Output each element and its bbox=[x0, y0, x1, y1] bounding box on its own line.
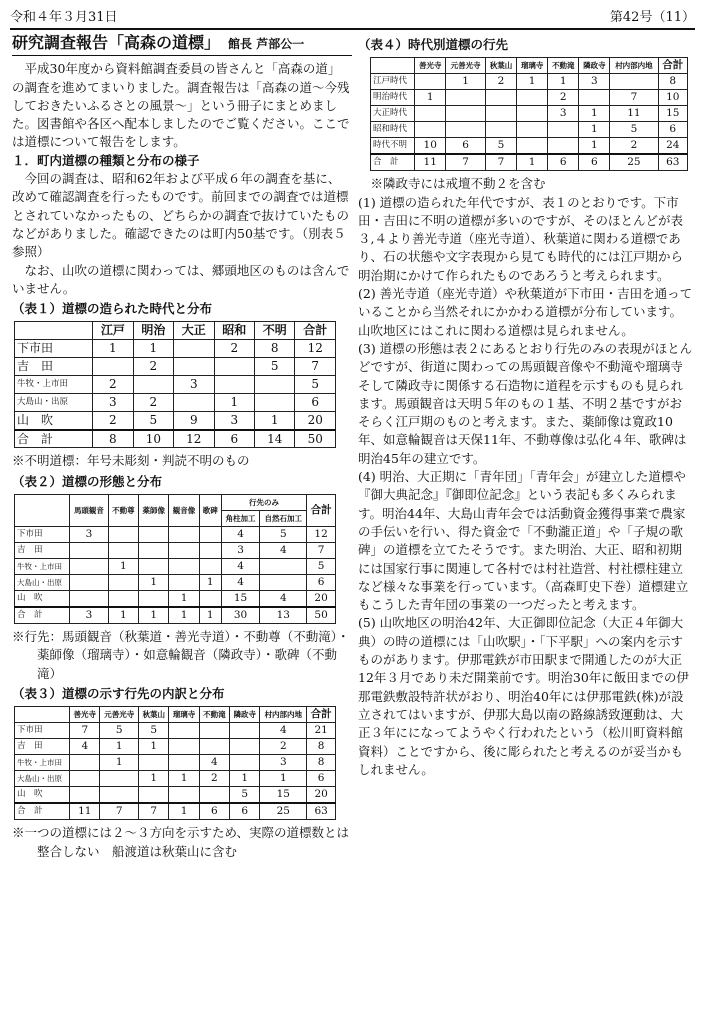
body-paragraph: (1) 道標の造られた年代ですが、表１のとおりです。下市田・吉田に不明の道標が多いのですが、そのほとんどが表３,４より善光寺道（座光寺道）、秋葉道に関わる道標であり、石の状態や文字表現から見ても時代的には江戸期から明治期にかけて作られたものであろうと考えられます。 bbox=[358, 194, 684, 283]
table1: 江戸 明治 大正 昭和 不明 合計 下市田 1 1 2 8 12 吉 田 2 5 7 牛牧・上市田 2 3 5 大島山・出原 3 2 1 6 山 吹 2 5 9 3 1 20 合 計 8 10 12 6 14 50 bbox=[14, 321, 336, 448]
right-column bbox=[358, 34, 694, 779]
table-row: 大島山・出原 1 1 4 6 bbox=[15, 575, 336, 591]
table-row: 下市田 1 1 2 8 12 bbox=[15, 340, 336, 358]
body-paragraph: (4) 明治、大正期に「青年団」「青年会」が建立した道標や『御大典記念』『御即位記念』という表記も多くみられます。明治44年、大島山青年会では活動資金獲得事業で農家の手伝いを行い、得た資金で「不動瀧正道」や「子規の歌碑」の道標を立てたそうです。また明治、大正、昭和初期には国家行事に関連して各村では村社造営、村社標柱建立など様々な事業を行っています。（高森町史下巻）道標建立もこうした青年団の事業の一つだったと考えます。 bbox=[358, 469, 689, 613]
table-row: 合 計 3 1 1 1 1 30 13 50 bbox=[15, 607, 336, 624]
issue-date: 令和４年３月31日 bbox=[10, 10, 118, 25]
table-row: 昭和時代 1 5 6 bbox=[371, 122, 688, 138]
table4-note: ※隣政寺には戒壇不動２を含む bbox=[370, 176, 546, 192]
section-paragraph: なお、山吹の道標に関わっては、郷頭地区のものは含んでいません。 bbox=[12, 262, 350, 296]
table1-caption: （表１）道標の造られた時代と分布 bbox=[12, 301, 213, 317]
table4: 善光寺 元善光寺 秋葉山 瑠璃寺 不動滝 隣政寺 村内部内地 合計 江戸時代 1 2 1 1 3 8 明治時代 1 2 7 10 大正時代 3 1 11 15 昭和時代 1 5 6 時代不明 10 6 5 1 2 24 合 計 11 7 7 1 6 6 25 63 bbox=[370, 57, 688, 171]
article-title-block bbox=[12, 34, 352, 56]
header-rule bbox=[10, 28, 695, 30]
body-paragraph: (2) 善光寺道（座光寺道）や秋葉道が下市田・吉田を通っていることから当然それにかかわる道標が分布しています。山吹地区にはこれに関わる道標は見られません。 bbox=[358, 286, 693, 338]
table3-caption: （表３）道標の示す行先の内訳と分布 bbox=[12, 685, 225, 701]
section-heading: １．町内道標の種類と分布の様子 bbox=[12, 152, 200, 168]
left-column bbox=[12, 34, 352, 861]
table-row: 牛牧・上市田 2 3 5 bbox=[15, 376, 336, 394]
table-row: 吉 田 4 1 1 2 8 bbox=[15, 739, 336, 755]
table-row: 吉 田 2 5 7 bbox=[15, 358, 336, 376]
article-author: 館長 芦部公一 bbox=[228, 37, 305, 51]
table2-caption: （表２）道標の形態と分布 bbox=[12, 473, 163, 489]
article-title: 研究調査報告「高森の道標」 bbox=[12, 33, 221, 52]
table-row: 下市田 7 5 5 4 21 bbox=[15, 723, 336, 739]
table-row: 大島山・出原 1 1 2 1 1 6 bbox=[15, 771, 336, 787]
intro-paragraph: 平成30年度から資料館調査委員の皆さんと「高森の道」の調査を進めてまいりました。調査報告は「高森の道～今残しておきたいふるさとの風景～」という冊子にまとめました。図書館や各区へ配本しましたのでご覧ください。ここでは道標について報告をします。 bbox=[12, 61, 350, 150]
body-paragraph: (3) 道標の形態は表２にあるとおり行先のみの表現がほとんどですが、街道に関わっての馬頭観音像や不動滝や瑠璃寺そして隣政寺に関係する石造物に道程を示すものも見られます。馬頭観音は天明５年のもの１基、不明２基ですがおそらく江戸期のものと考えます。また、薬師像は寛政10年、如意輪観音は天保11年、不動尊像は弘化４年、歌碑は明治45年の建立です。 bbox=[358, 340, 693, 466]
table-row: 合 計 11 7 7 1 6 6 25 63 bbox=[15, 803, 336, 820]
table-row: 牛牧・上市田 1 4 5 bbox=[15, 559, 336, 575]
table-row: 大正時代 3 1 11 15 bbox=[371, 106, 688, 122]
table-row: 山 吹 2 5 9 3 1 20 bbox=[15, 412, 336, 430]
table-row: 山 吹 5 15 20 bbox=[15, 787, 336, 804]
table-row: 下市田 3 4 5 12 bbox=[15, 527, 336, 543]
table-row: 合 計 11 7 7 1 6 6 25 63 bbox=[371, 154, 688, 171]
table-row: 大島山・出原 3 2 1 6 bbox=[15, 394, 336, 412]
table-row: 吉 田 3 4 7 bbox=[15, 543, 336, 559]
table-row: 江戸時代 1 2 1 1 3 8 bbox=[371, 74, 688, 90]
table2-note: ※行先：馬頭観音（秋葉道・善光寺道）・不動尊（不動滝）・薬師像（瑠璃寺）・如意輪観音（隣政寺）・歌碑（不動滝） bbox=[12, 629, 350, 681]
table1-note: ※不明道標：年号未彫刻・判読不明のもの bbox=[12, 453, 250, 469]
body-paragraph: (5) 山吹地区の明治42年、大正御即位記念（大正４年御大典）の時の道標には「山吹駅」・「下平駅」への案内を示すものがあります。伊那電鉄が市田駅まで開通したのが大正12年３月であり未だ開業前です。明治30年に飯田までの伊那電鉄敷設特許状がおり、明治40年には伊那電鉄(株)が設立されてはいますが、伊那大島以南の路線誘致運動は、大正３年にになってようやく行われたという（松川町資料館資料）ことですから、後に彫られたと考えるのが妥当かもしれません。 bbox=[358, 615, 689, 777]
table-row: 時代不明 10 6 5 1 2 24 bbox=[371, 138, 688, 155]
table3-note: ※一つの道標には２～３方向を示すため、実際の道標数とは整合しない 船渡道は秋葉山に含む bbox=[12, 825, 350, 859]
table-row: 山 吹 1 15 4 20 bbox=[15, 591, 336, 608]
table-row: 牛牧・上市田 1 4 3 8 bbox=[15, 755, 336, 771]
table3: 善光寺 元善光寺 秋葉山 瑠璃寺 不動滝 隣政寺 村内部内地 合計 下市田 7 5 5 4 21 吉 田 4 1 1 2 8 牛牧・上市田 1 4 3 8 大島山・出原 1 1 2 1 1 6 山 吹 5 15 20 合 計 11 7 7 1 6 6 25 63 bbox=[14, 706, 336, 820]
issue-number: 第42号（11） bbox=[609, 10, 695, 25]
section-paragraph: 今回の調査は、昭和62年および平成６年の調査を基に、改めて確認調査を行ったものです。前回までの調査では道標とされていなかったもの、どちらかの調査で抜けていたものなどがありました。確認できたのは町内50基です。（別表５参照） bbox=[12, 171, 350, 260]
table4-caption: （表４）時代別道標の行先 bbox=[358, 37, 509, 52]
table-row: 明治時代 1 2 7 10 bbox=[371, 90, 688, 106]
table-row: 合 計 8 10 12 6 14 50 bbox=[15, 430, 336, 448]
table2: 馬頭観音 不動尊 薬師像 観音像 歌碑 行先のみ 合計 角柱加工 自然石加工 下市田 3 4 5 12 吉 田 3 4 7 牛牧・上市田 1 4 5 大島山・出原 1 1 4 6 山 吹 1 15 4 20 合 計 3 1 1 1 1 30 13 50 bbox=[14, 494, 336, 624]
